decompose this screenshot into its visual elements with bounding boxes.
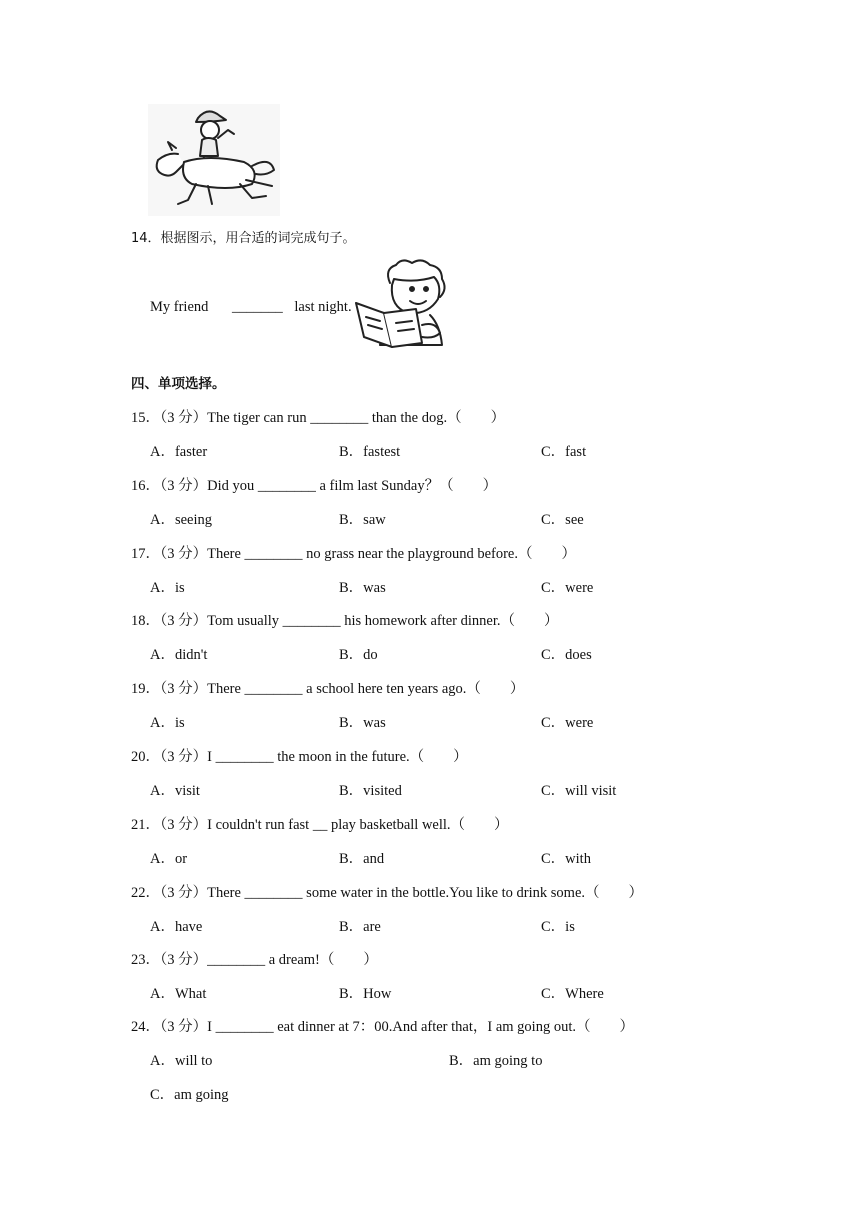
option-b[interactable]: B．was (339, 715, 386, 731)
question-stem: 18．（3 分）Tom usually ________ his homework after dinner.（ ） (131, 613, 559, 629)
option-a[interactable]: A．have (150, 919, 203, 935)
option-a[interactable]: A．is (150, 715, 185, 731)
option-c[interactable]: C．see (541, 512, 584, 528)
question-stem: 16．（3 分）Did you ________ a film last Sunday？（ ） (131, 478, 498, 494)
question-stem: 23．（3 分）________ a dream!（ ） (131, 952, 378, 968)
option-b[interactable]: B．How (339, 986, 392, 1002)
option-c[interactable]: C．with (541, 851, 591, 867)
question-stem: 17．（3 分）There ________ no grass near the playground before.（ ） (131, 546, 576, 562)
option-c[interactable]: C．will visit (541, 783, 617, 799)
sentence-start: My friend (150, 299, 209, 315)
option-c[interactable]: C．fast (541, 444, 587, 460)
option-a[interactable]: A．seeing (150, 512, 213, 528)
question-14-sentence (150, 299, 352, 316)
answer-blank[interactable]: _______ (232, 299, 283, 315)
option-a[interactable]: A．will to (150, 1053, 213, 1069)
question-stem: 19．（3 分）There ________ a school here ten years ago.（ ） (131, 681, 525, 697)
question-14-instruction: 14．根据图示，用合适的词完成句子。 (131, 231, 356, 246)
option-a[interactable]: A．or (150, 851, 188, 867)
sentence-end: last night. (294, 299, 352, 315)
option-b[interactable]: B．are (339, 919, 381, 935)
option-a[interactable]: A．is (150, 580, 185, 596)
option-b[interactable]: B．saw (339, 512, 386, 528)
option-c[interactable]: C．am going (150, 1087, 229, 1103)
section-4-title: 四、单项选择。 (131, 376, 226, 392)
option-a[interactable]: A．didn't (150, 647, 208, 663)
option-c[interactable]: C．does (541, 647, 592, 663)
option-b[interactable]: B．was (339, 580, 386, 596)
option-b[interactable]: B．do (339, 647, 378, 663)
option-a[interactable]: A．faster (150, 444, 208, 460)
boy-reading-illustration (350, 255, 454, 355)
option-c[interactable]: C．is (541, 919, 575, 935)
option-b[interactable]: B．visited (339, 783, 402, 799)
question-stem: 21．（3 分）I couldn't run fast __ play basketball well.（ ） (131, 817, 509, 833)
option-a[interactable]: A．What (150, 986, 207, 1002)
horse-rider-illustration (148, 104, 280, 216)
option-a[interactable]: A．visit (150, 783, 200, 799)
option-c[interactable]: C．Where (541, 986, 604, 1002)
option-b[interactable]: B．fastest (339, 444, 401, 460)
question-stem: 20．（3 分）I ________ the moon in the future.（ ） (131, 749, 468, 765)
option-c[interactable]: C．were (541, 715, 594, 731)
question-stem: 22．（3 分）There ________ some water in the bottle.You like to drink some.（ ） (131, 885, 644, 901)
option-b[interactable]: B．and (339, 851, 385, 867)
option-b[interactable]: B．am going to (449, 1053, 543, 1069)
question-stem: 24．（3 分）I ________ eat dinner at 7：00.And after that，I am going out.（ ） (131, 1019, 634, 1035)
option-c[interactable]: C．were (541, 580, 594, 596)
question-stem: 15．（3 分）The tiger can run ________ than the dog.（ ） (131, 410, 506, 426)
